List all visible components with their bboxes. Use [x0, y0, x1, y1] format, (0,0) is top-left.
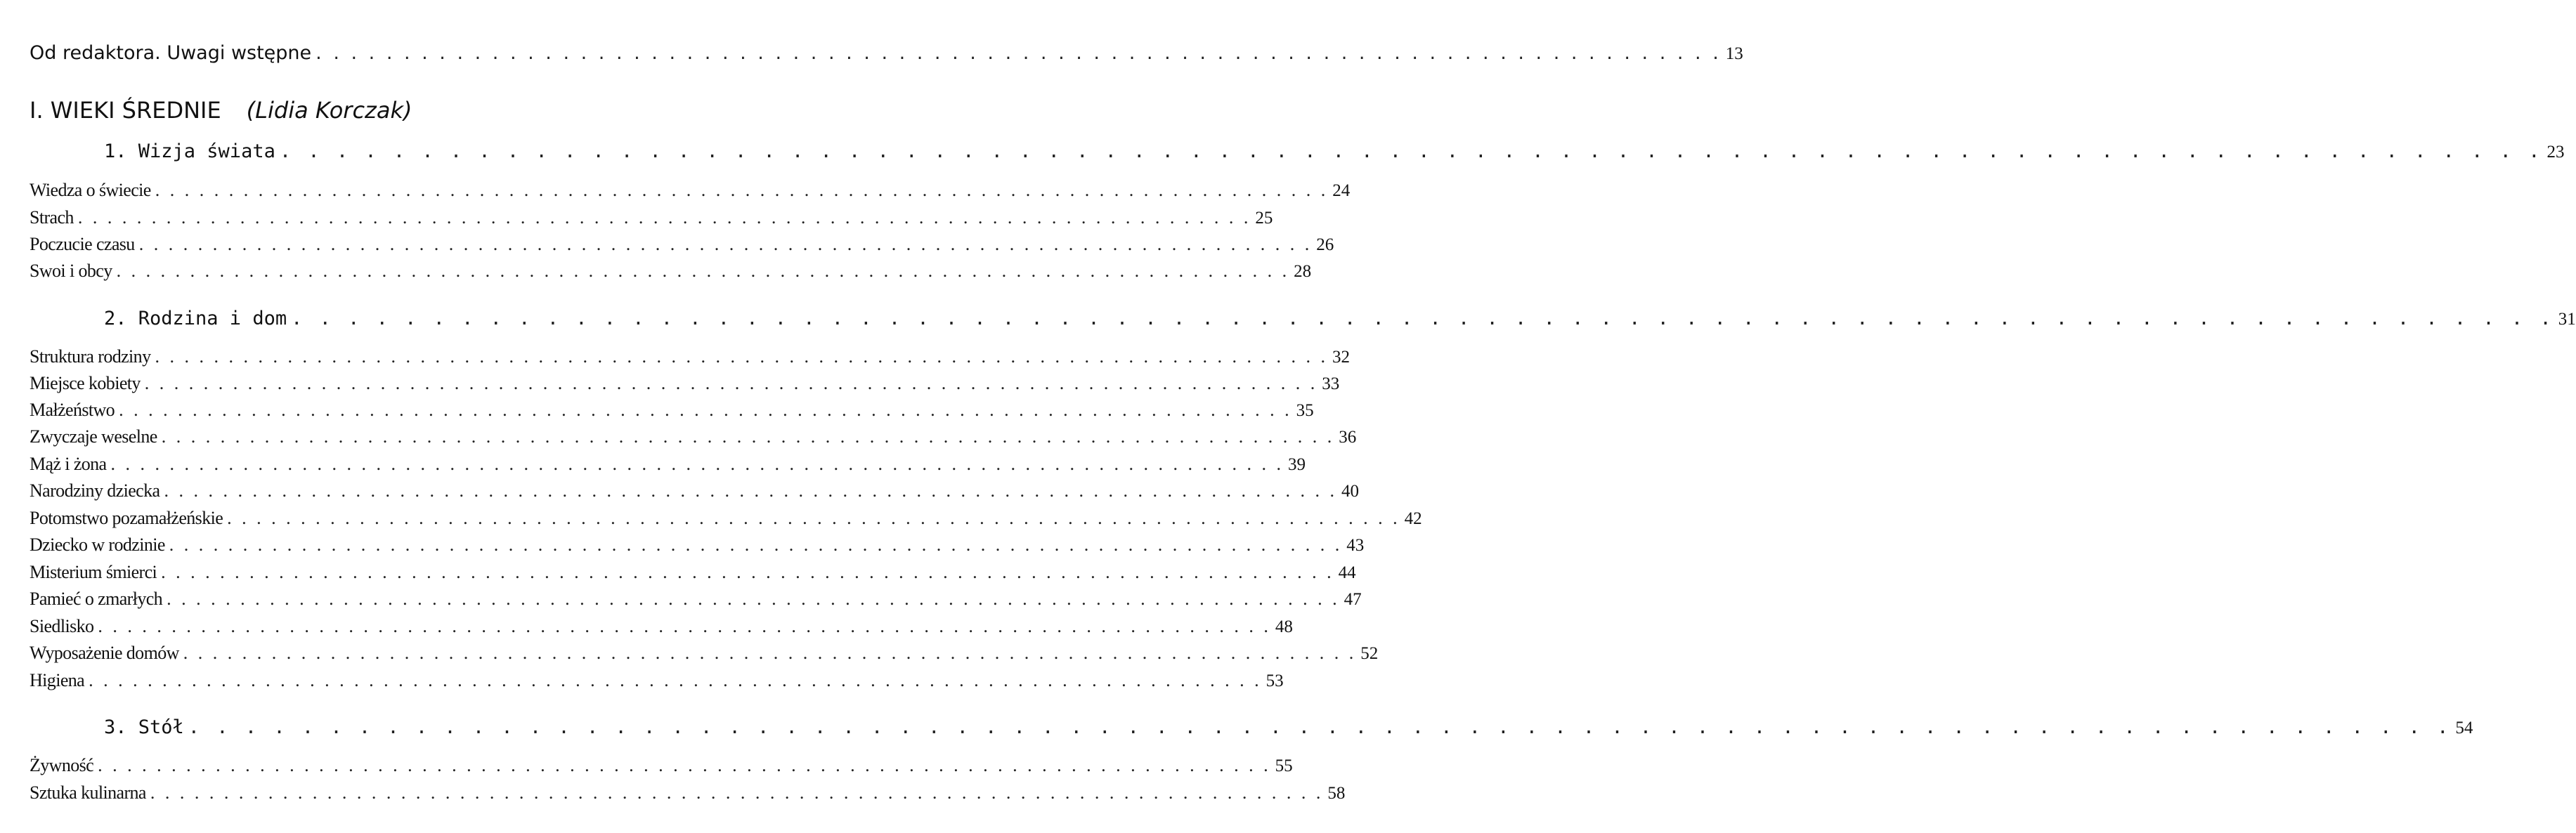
toc-entry-title: Miejsce kobiety — [30, 373, 141, 393]
dot-leader: . . . . . . . . . . . . . . . . . . . . . . . . . . . . . . . . . . . . . . . . . . . . . . . . . . . . . . . . . . . . . . . . . . . . . . . . . . . . . . . . — [155, 180, 1329, 200]
page-number: 58 — [1327, 784, 1346, 803]
toc-entry-title: Wiedza o świecie — [30, 180, 151, 200]
toc-entry — [30, 373, 1340, 394]
page-number: 53 — [1266, 671, 1284, 690]
dot-leader: . . . . . . . . . . . . . . . . . . . . . . . . . . . . . . . . . . . . . . . . . . . . . . . . . . . . . . . . . . . . . . . . . . . . . . . . . . . . . . . . — [161, 562, 1334, 582]
dot-leader: . . . . . . . . . . . . . . . . . . . . . . . . . . . . . . . . . . . . . . . . . . . . . . . . . . . . . . . . . . . . . . . . . . . . . . . . . . . . . . . . — [138, 234, 1313, 254]
toc-entry-title: Struktura rodziny — [30, 346, 151, 367]
toc-entry-title: Dziecko w rodzinie — [30, 534, 165, 555]
page-number: 13 — [1725, 44, 1743, 63]
toc-entry — [30, 508, 1422, 529]
chapter-title: 2. Rodzina i dom — [104, 308, 287, 329]
page-number: 36 — [1339, 428, 1357, 447]
toc-entry — [30, 426, 1357, 447]
page-number: 54 — [2455, 719, 2473, 737]
toc-entry-title: Wyposażenie domów — [30, 643, 179, 663]
page-number: 43 — [1346, 536, 1365, 555]
toc-entry — [30, 180, 1351, 201]
dot-leader: . . . . . . . . . . . . . . . . . . . . . . . . . . . . . . . . . . . . . . . . . . . . . . . . . . . . . . . . . . . . . . . . . . . . . . . . . . . . . . . . — [183, 643, 1357, 663]
toc-entry-title: Małżeństwo — [30, 400, 115, 420]
dot-leader: . . . . . . . . . . . . . . . . . . . . . . . . . . . . . . . . . . . . . . . . . . . . . . . . . . . . . . . . . . . . . . . . . . . . . . . . . . . . . . . . — [77, 207, 1251, 228]
page-number: 28 — [1294, 262, 1312, 281]
page-number: 35 — [1296, 401, 1314, 420]
chapter-title: 3. Stół — [104, 716, 184, 738]
toc-entry — [30, 346, 1350, 367]
toc-entry-title: Od redaktora. Uwagi wstępne — [30, 42, 312, 64]
chapter-heading — [104, 716, 2473, 738]
table-of-contents — [30, 0, 2576, 833]
page-number: 55 — [1275, 756, 1293, 775]
dot-leader: . . . . . . . . . . . . . . . . . . . . . . . . . . . . . . . . . . . . . . . . . . . . . . . . . . . . . . . . . . . . . . . . . . . . . . . . . . . . . . . . — [155, 346, 1328, 367]
page-number: 24 — [1332, 181, 1351, 200]
page-number: 48 — [1275, 617, 1293, 636]
page-number: 42 — [1404, 509, 1422, 528]
toc-entry — [30, 454, 1306, 475]
page-number: 26 — [1316, 235, 1334, 254]
part-heading — [30, 97, 412, 124]
toc-entry-title: Higiena — [30, 670, 85, 690]
toc-entry — [30, 782, 1346, 804]
toc-entry — [30, 616, 1293, 637]
toc-entry — [30, 534, 1365, 556]
toc-entry-title: Żywność — [30, 755, 94, 775]
toc-entry-title: Siedlisko — [30, 616, 94, 636]
toc-entry — [30, 207, 1273, 228]
dot-leader: . . . . . . . . . . . . . . . . . . . . . . . . . . . . . . . . . . . . . . . . . . . . . . . . . . . . . . . . . . . . . . . . . . . . . . . . . . . . . . . . — [89, 670, 1262, 690]
toc-entry — [30, 589, 1362, 610]
toc-entry — [30, 562, 1356, 583]
toc-entry — [30, 234, 1334, 255]
toc-entry-title: Sztuka kulinarna — [30, 782, 146, 803]
toc-entry-title: Mąż i żona — [30, 454, 107, 474]
toc-entry-intro — [30, 42, 1743, 64]
dot-leader: . . . . . . . . . . . . . . . . . . . . . . . . . . . . . . . . . . . . . . . . . . . . . . . . . . . . . . . . . . . . . . . . . . . . . . . . . . . . . . . . — [316, 42, 1722, 64]
dot-leader: . . . . . . . . . . . . . . . . . . . . . . . . . . . . . . . . . . . . . . . . . . . . . . . . . . . . . . . . . . . . . . . . . . . . . . . . . . . . . . . . — [116, 261, 1290, 281]
chapter-title: 1. Wizja świata — [104, 140, 275, 162]
page-number: 47 — [1344, 590, 1362, 609]
toc-entry-title: Poczucie czasu — [30, 234, 135, 254]
toc-entry-title: Swoi i obcy — [30, 261, 112, 281]
dot-leader: . . . . . . . . . . . . . . . . . . . . . . . . . . . . . . . . . . . . . . . . . . . . . . . . . . . . . . . . . . . . . . . . . . . . . . . . . . . . . . . . — [279, 140, 2543, 162]
page-number: 44 — [1338, 563, 1356, 582]
page-number: 52 — [1360, 644, 1379, 663]
dot-leader: . . . . . . . . . . . . . . . . . . . . . . . . . . . . . . . . . . . . . . . . . . . . . . . . . . . . . . . . . . . . . . . . . . . . . . . . . . . . . . . . — [98, 616, 1271, 636]
toc-entry — [30, 261, 1312, 282]
page-number: 25 — [1255, 209, 1273, 228]
page-number: 40 — [1341, 482, 1359, 501]
toc-entry — [30, 670, 1284, 691]
chapter-heading — [104, 308, 2576, 329]
part-title: I. WIEKI ŚREDNIE — [30, 97, 221, 124]
toc-entry-title: Zwyczaje weselne — [30, 426, 157, 447]
page-number: 23 — [2546, 143, 2565, 162]
dot-leader: . . . . . . . . . . . . . . . . . . . . . . . . . . . . . . . . . . . . . . . . . . . . . . . . . . . . . . . . . . . . . . . . . . . . . . . . . . . . . . . . — [164, 480, 1337, 501]
chapter-heading — [104, 140, 2565, 162]
dot-leader: . . . . . . . . . . . . . . . . . . . . . . . . . . . . . . . . . . . . . . . . . . . . . . . . . . . . . . . . . . . . . . . . . . . . . . . . . . . . . . . . — [119, 400, 1292, 420]
toc-entry-title: Misterium śmierci — [30, 562, 157, 582]
toc-entry — [30, 480, 1359, 501]
toc-entry — [30, 755, 1293, 776]
part-author: (Lidia Korczak) — [246, 97, 412, 124]
page-number: 33 — [1322, 374, 1340, 393]
dot-leader: . . . . . . . . . . . . . . . . . . . . . . . . . . . . . . . . . . . . . . . . . . . . . . . . . . . . . . . . . . . . . . . . . . . . . . . . . . . . . . . . — [161, 426, 1335, 447]
toc-entry-title: Pamieć o zmarłych — [30, 589, 163, 609]
dot-leader: . . . . . . . . . . . . . . . . . . . . . . . . . . . . . . . . . . . . . . . . . . . . . . . . . . . . . . . . . . . . . . . . . . . . . . . . . . . . . . . . — [150, 782, 1324, 803]
toc-entry-title: Strach — [30, 207, 74, 228]
dot-leader: . . . . . . . . . . . . . . . . . . . . . . . . . . . . . . . . . . . . . . . . . . . . . . . . . . . . . . . . . . . . . . . . . . . . . . . . . . . . . . . . — [144, 373, 1318, 393]
dot-leader: . . . . . . . . . . . . . . . . . . . . . . . . . . . . . . . . . . . . . . . . . . . . . . . . . . . . . . . . . . . . . . . . . . . . . . . . . . . . . . . . — [227, 508, 1400, 528]
dot-leader: . . . . . . . . . . . . . . . . . . . . . . . . . . . . . . . . . . . . . . . . . . . . . . . . . . . . . . . . . . . . . . . . . . . . . . . . . . . . . . . . — [291, 308, 2554, 329]
dot-leader: . . . . . . . . . . . . . . . . . . . . . . . . . . . . . . . . . . . . . . . . . . . . . . . . . . . . . . . . . . . . . . . . . . . . . . . . . . . . . . . . — [110, 454, 1284, 474]
page-number: 39 — [1288, 455, 1306, 474]
toc-entry-title: Narodziny dziecka — [30, 480, 160, 501]
toc-entry-title: Potomstwo pozamałżeńskie — [30, 508, 223, 528]
dot-leader: . . . . . . . . . . . . . . . . . . . . . . . . . . . . . . . . . . . . . . . . . . . . . . . . . . . . . . . . . . . . . . . . . . . . . . . . . . . . . . . . — [169, 534, 1343, 555]
toc-entry — [30, 643, 1379, 664]
dot-leader: . . . . . . . . . . . . . . . . . . . . . . . . . . . . . . . . . . . . . . . . . . . . . . . . . . . . . . . . . . . . . . . . . . . . . . . . . . . . . . . . — [167, 589, 1340, 609]
dot-leader: . . . . . . . . . . . . . . . . . . . . . . . . . . . . . . . . . . . . . . . . . . . . . . . . . . . . . . . . . . . . . . . . . . . . . . . . . . . . . . . . — [188, 716, 2452, 738]
dot-leader: . . . . . . . . . . . . . . . . . . . . . . . . . . . . . . . . . . . . . . . . . . . . . . . . . . . . . . . . . . . . . . . . . . . . . . . . . . . . . . . . — [98, 755, 1271, 775]
page-number: 31 — [2558, 310, 2576, 329]
toc-entry — [30, 400, 1314, 421]
page-number: 32 — [1332, 348, 1350, 367]
